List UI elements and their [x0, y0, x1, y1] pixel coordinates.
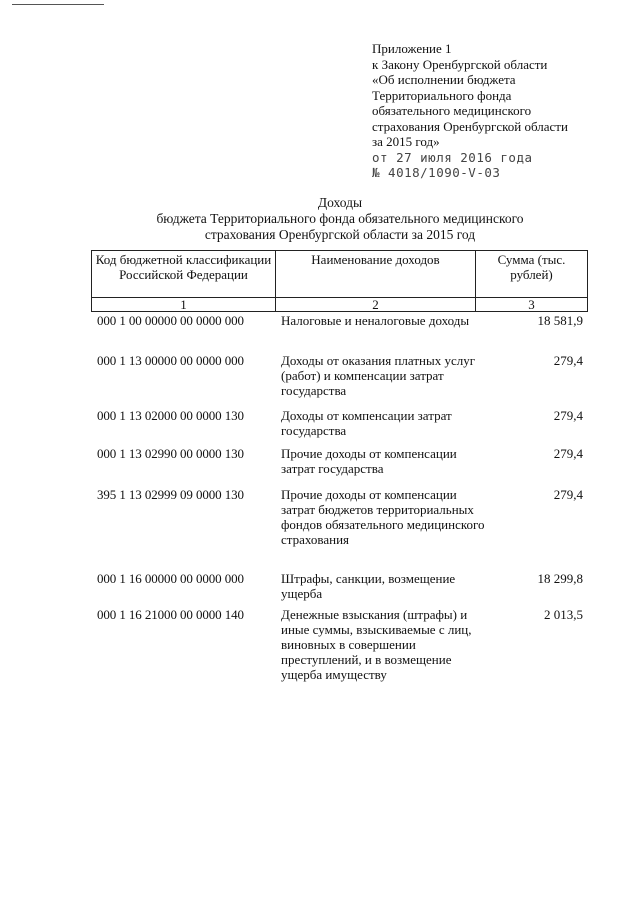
appendix-block	[372, 41, 622, 181]
header-sum: Сумма (тыс. рублей)	[476, 251, 588, 298]
law-number: № 4018/1090-V-03	[372, 165, 501, 180]
table-row	[91, 487, 587, 571]
table-row	[91, 571, 587, 607]
law-date: от 27 июля 2016 года	[372, 149, 533, 165]
table-row	[91, 353, 587, 408]
document-title	[90, 195, 590, 243]
row-name: Доходы от компенсации затрат государства	[281, 408, 452, 438]
table-row	[91, 607, 587, 687]
row-sum: 279,4	[553, 446, 583, 461]
row-name: Доходы от оказания платных услуг (работ) и компенсации затрат государства	[281, 353, 476, 398]
top-rule	[12, 4, 104, 5]
column-number: 2	[276, 298, 476, 312]
title-line: Доходы	[317, 195, 363, 210]
appendix-line: обязательного медицинского	[372, 103, 532, 118]
row-code: 000 1 00 00000 00 0000 000	[97, 313, 244, 328]
table-header	[91, 250, 588, 312]
appendix-line: к Закону Оренбургской области	[372, 56, 548, 72]
row-code: 000 1 16 21000 00 0000 140	[97, 607, 244, 622]
row-code: 000 1 13 02990 00 0000 130	[97, 446, 244, 461]
row-name: Штрафы, санкции, возмещение ущерба	[281, 571, 456, 601]
appendix-line: Приложение 1	[372, 41, 452, 56]
table-row	[91, 408, 587, 446]
appendix-line: за 2015 год»	[372, 134, 440, 149]
row-code: 000 1 16 00000 00 0000 000	[97, 571, 244, 586]
row-sum: 279,4	[553, 487, 583, 502]
row-name: Прочие доходы от компенсации затрат государства	[281, 446, 457, 476]
header-name: Наименование доходов	[276, 251, 476, 298]
appendix-line: «Об исполнении бюджета	[372, 72, 516, 87]
table-row	[91, 446, 587, 487]
table-row	[91, 313, 587, 353]
row-sum: 18 581,9	[537, 313, 583, 328]
row-code: 000 1 13 00000 00 0000 000	[97, 353, 244, 368]
appendix-line: страхования Оренбургской области	[372, 118, 568, 134]
row-sum: 279,4	[553, 408, 583, 423]
column-number: 3	[476, 298, 588, 312]
title-line: страхования Оренбургской области за 2015 год	[204, 227, 476, 242]
row-sum: 18 299,8	[537, 571, 583, 586]
title-line: бюджета Территориального фонда обязательного медицинского	[156, 211, 524, 226]
row-code: 395 1 13 02999 09 0000 130	[97, 487, 244, 502]
row-sum: 279,4	[553, 353, 583, 368]
row-code: 000 1 13 02000 00 0000 130	[97, 408, 244, 423]
column-number: 1	[92, 298, 276, 312]
table-body	[91, 313, 587, 687]
row-name: Денежные взыскания (штрафы) и иные суммы, взыскиваемые с лиц, виновных в совершении преступлений, и в возмещение ущерба имуществу	[281, 607, 472, 682]
row-sum: 2 013,5	[544, 607, 583, 622]
row-name: Налоговые и неналоговые доходы	[281, 313, 470, 328]
header-code: Код бюджетной классификации Российской Федерации	[92, 251, 276, 298]
appendix-line: Территориального фонда	[372, 87, 512, 103]
row-name: Прочие доходы от компенсации затрат бюджетов территориальных фондов обязательного медицинского страхования	[281, 487, 485, 547]
